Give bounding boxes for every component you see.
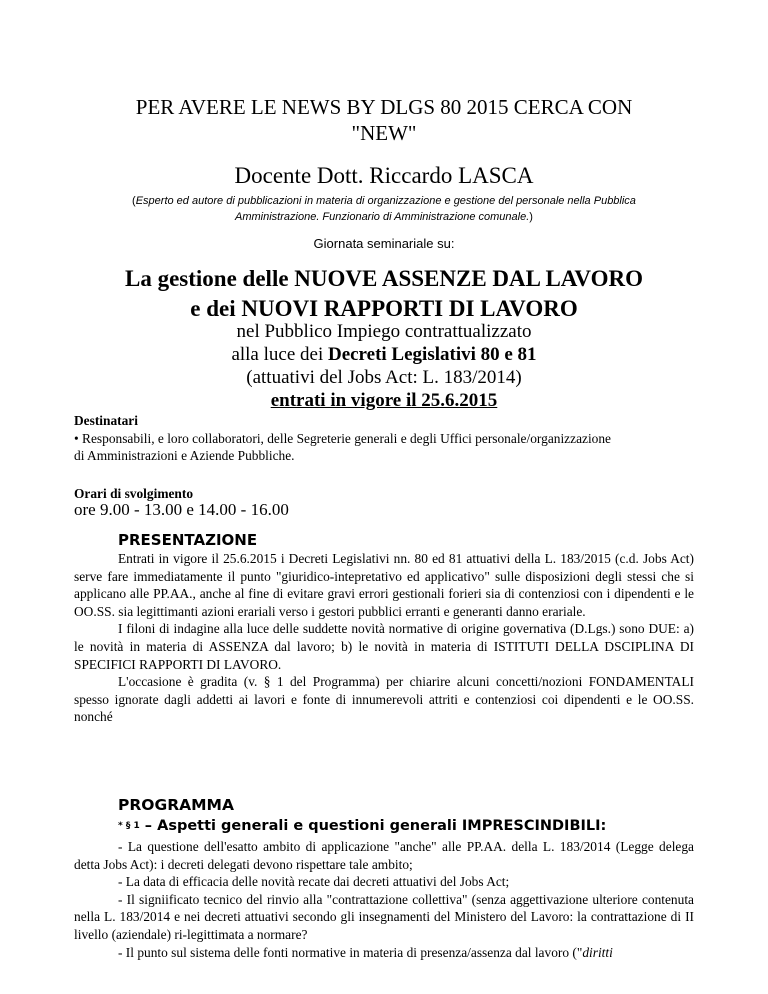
- lecturer-bio: [110, 193, 658, 225]
- presentazione-paragraph-1: Entrati in vigore il 25.6.2015 i Decreti Legislativi nn. 80 ed 81 attuativi della L. 183/2015 (c.d. Jobs Act) serve fare immediatamente il punto "giuridico-intepretativo ed applicativo" sulle disposizioni degli stessi che si applicano alle PP.AA., anche al fine di evitare gravi errori gestionali forieri sia di contenziosi con i dipendenti e le OO.SS. sia legittimanti azioni erariali verso i gestori pubblici erranti e generanti danno erariale.: [74, 551, 694, 619]
- presentazione-paragraph-3: L'occasione è gradita (v. § 1 del Programma) per chiarire alcuni concetti/nozioni FONDAMENTALI spesso ignorate dagli addetti ai lavori e fonte di innumerevoli attriti e contenziosi coi dipendenti e le OO.SS. nonché: [74, 674, 694, 725]
- news-notice-line2: "NEW": [351, 121, 417, 145]
- orari-value: ore 9.00 - 13.00 e 14.00 - 16.00: [74, 500, 289, 519]
- bio-close-paren: ): [529, 211, 533, 223]
- programma-heading: PROGRAMMA: [118, 796, 234, 814]
- subtitle-line2: [80, 343, 688, 366]
- seminar-intro: Giornata seminariale su:: [313, 236, 455, 251]
- destinatari-line2: di Amministrazioni e Aziende Pubbliche.: [74, 448, 295, 464]
- effective-date: entrati in vigore il 25.6.2015: [270, 390, 498, 411]
- destinatari-label: Destinatari: [74, 413, 138, 428]
- programma-item-2: - La data di efficacia delle novità recate dai decreti attuativi del Jobs Act;: [118, 874, 510, 890]
- subtitle-line4: [80, 389, 688, 412]
- presentazione-heading: PRESENTAZIONE: [118, 531, 258, 549]
- subtitle-line2-prefix: alla luce dei: [231, 344, 328, 365]
- section-1-number: * § 1: [118, 821, 140, 831]
- programma-item-4-text: - Il punto sul sistema delle fonti normative in materia di presenza/assenza dal lavoro (": [118, 944, 583, 960]
- title-line2: e dei NUOVI RAPPORTI DI LAVORO: [190, 296, 578, 321]
- programma-item-3: - Il signiificato tecnico del rinvio alla "contrattazione collettiva" (senza aggettivazione ulteriore contenuta nella L. 183/2014 e nei decreti attuativi secondo gli insegnamenti del Ministero del Lavoro: la contrattazione di II livello (aziendale) ri-legittimata a normare?: [74, 891, 694, 942]
- bio-line1: Esperto ed autore di pubblicazioni in materia di organizzazione e gestione del personale nella Pubblica: [135, 195, 636, 207]
- lecturer-name: Docente Dott. Riccardo LASCA: [234, 163, 534, 188]
- subtitle-line1: nel Pubblico Impiego contrattualizzato: [236, 321, 532, 342]
- bio-open-paren: (: [132, 195, 136, 207]
- destinatari-section: [74, 412, 694, 465]
- seminar-title: [60, 264, 708, 324]
- presentazione-paragraph-2: I filoni di indagine alla luce delle suddette novità normative di origine governativa (D.Lgs.) sono DUE: a) le novità in materia di ASSENZA dal lavoro; b) le novità in materia di ISTITUTI DELLA DSCIPLINA DI SPECIFICI RAPPORTI DI LAVORO.: [74, 621, 694, 672]
- programma-item-4-italic: diritti: [582, 944, 613, 960]
- bio-line2: Amministrazione. Funzionario di Amministrazione comunale.: [235, 211, 530, 223]
- subtitle-line3: (attuativi del Jobs Act: L. 183/2014): [246, 367, 522, 388]
- subtitle-line2-bold: Decreti Legislativi 80 e 81: [327, 344, 537, 365]
- orari-label: Orari di svolgimento: [74, 486, 194, 501]
- news-notice: [80, 94, 688, 146]
- presentazione-text: [74, 550, 694, 726]
- programma-items: [74, 838, 694, 961]
- seminar-subtitle: [80, 320, 688, 412]
- destinatari-line1: • Responsabili, e loro collaboratori, delle Segreterie generali e degli Uffici personale/organizzazione: [74, 430, 612, 446]
- title-line1: La gestione delle NUOVE ASSENZE DAL LAVORO: [125, 266, 643, 291]
- section-1-heading: [118, 817, 606, 835]
- programma-item-1: - La questione dell'esatto ambito di applicazione "anche" alle PP.AA. della L. 183/2014 (Legge delega detta Jobs Act): i decreti delegati devono rispettare tale ambito;: [74, 839, 694, 872]
- programma-item-4: [74, 944, 694, 962]
- section-1-title: – Aspetti generali e questioni generali IMPRESCINDIBILI:: [139, 818, 607, 834]
- news-notice-line1: PER AVERE LE NEWS BY DLGS 80 2015 CERCA CON: [135, 95, 633, 119]
